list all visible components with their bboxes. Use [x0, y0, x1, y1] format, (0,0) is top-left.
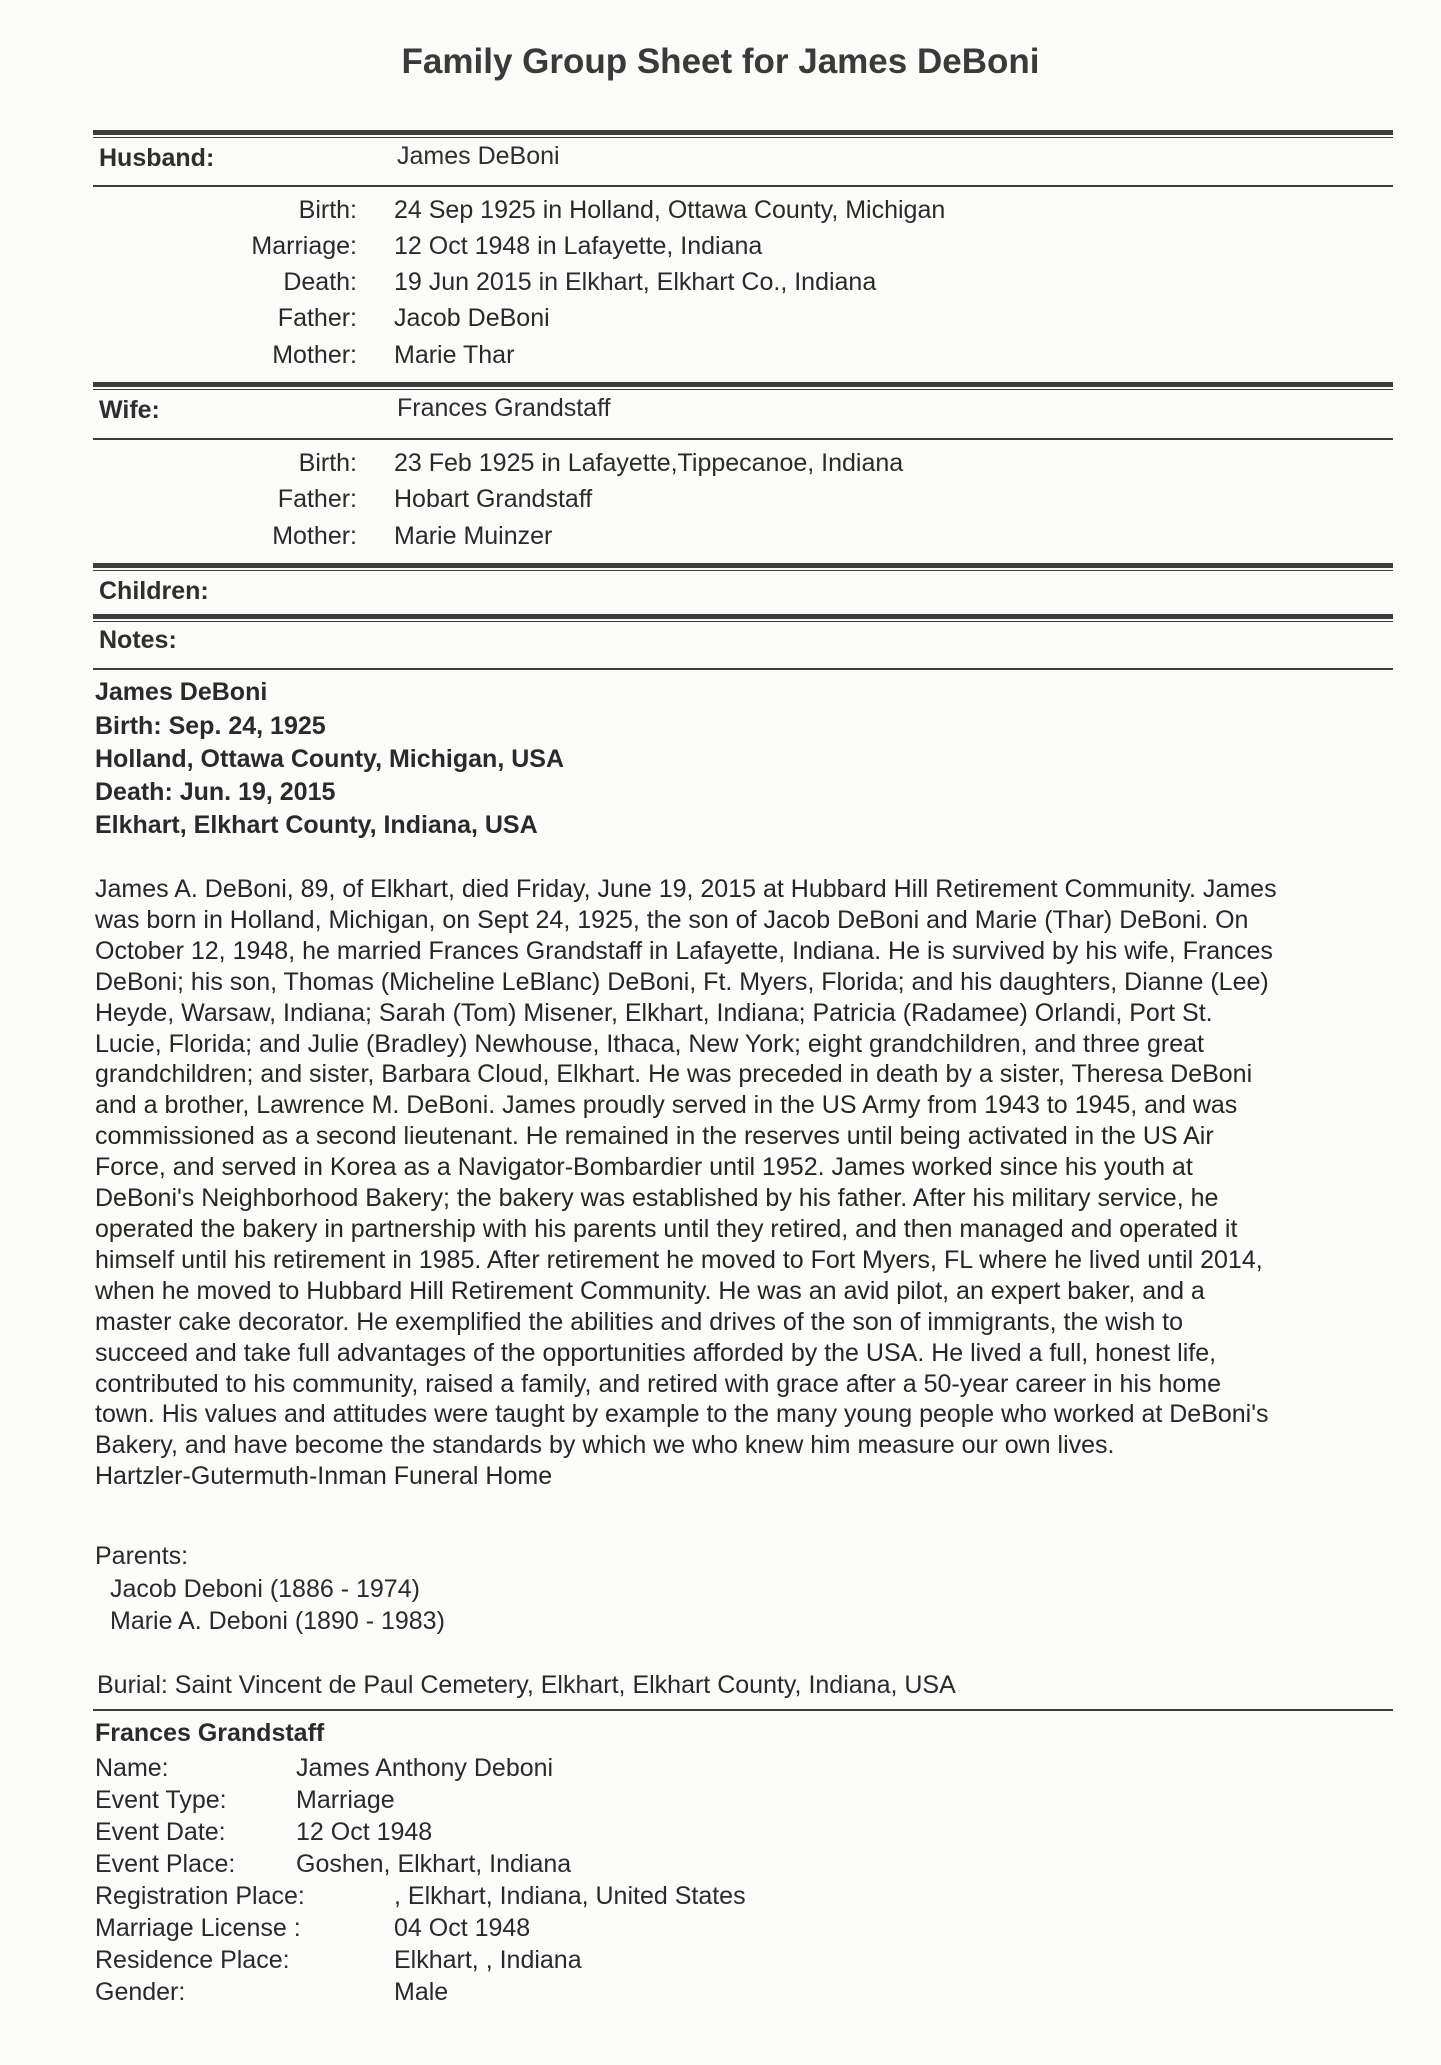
record-field-value: Goshen, Elkhart, Indiana — [296, 1850, 572, 1878]
children-label: Children: — [99, 577, 209, 605]
record-field-label: Marriage License : — [95, 1914, 301, 1942]
record-field-row — [95, 1882, 1395, 1914]
wife-event-row — [0, 522, 1441, 558]
obituary-line: Heyde, Warsaw, Indiana; Sarah (Tom) Misener, Elkhart, Indiana; Patricia (Radamee) Orlandi, Port St. — [95, 998, 1213, 1027]
parents-label: Parents: — [95, 1542, 189, 1570]
event-label: Father: — [277, 485, 357, 513]
burial-line: Burial: Saint Vincent de Paul Cemetery, Elkhart, Elkhart County, Indiana, USA — [97, 1671, 956, 1699]
record-field-label: Event Date: — [95, 1818, 226, 1846]
husband-event-row — [0, 196, 1441, 232]
notes-rule-bottom — [93, 668, 1393, 670]
record-field-label: Event Type: — [95, 1786, 227, 1814]
obituary-line: master cake decorator. He exemplified the abilities and drives of the son of immigrants, the wish to — [95, 1307, 1184, 1336]
event-value: 19 Jun 2015 in Elkhart, Elkhart Co., Indiana — [394, 268, 877, 296]
obituary-line: Bakery, and have become the standards by which we who knew him measure our own lives. — [95, 1431, 1115, 1460]
husband-name: James DeBoni — [397, 142, 560, 170]
obituary-line: Lucie, Florida; and Julie (Bradley) Newhouse, Ithaca, New York; eight grandchildren, and three great — [95, 1029, 1204, 1058]
husband-event-row — [0, 232, 1441, 268]
obituary-line: commissioned as a second lieutenant. He remained in the reserves until being activated in the US Air — [95, 1122, 1214, 1151]
event-value: 12 Oct 1948 in Lafayette, Indiana — [394, 232, 763, 260]
obituary-line: when he moved to Hubbard Hill Retirement Community. He was an avid pilot, an expert baker, and a — [95, 1276, 1205, 1305]
wife-rule-top — [93, 382, 1393, 390]
record-field-row — [95, 1978, 1395, 2010]
notes-birth-place: Holland, Ottawa County, Michigan, USA — [95, 745, 564, 773]
wife-event-row — [0, 449, 1441, 485]
obituary-line: operated the bakery in partnership with his parents until they retired, and then managed and operated it — [95, 1214, 1238, 1243]
wife-rule-bottom — [93, 438, 1393, 440]
obituary-line: Hartzler-Gutermuth-Inman Funeral Home — [95, 1462, 553, 1491]
record-field-value: James Anthony Deboni — [296, 1754, 554, 1782]
obituary-line: succeed and take full advantages of the opportunities afforded by the USA. He lived a full, honest life, — [95, 1338, 1217, 1367]
event-label: Mother: — [272, 341, 357, 369]
record-field-row — [95, 1946, 1395, 1978]
record-field-row — [95, 1754, 1395, 1786]
frances-heading: Frances Grandstaff — [95, 1719, 325, 1747]
obituary-line: October 12, 1948, he married Frances Grandstaff in Lafayette, Indiana. He is survived by his wife, Frances — [95, 936, 1273, 965]
obituary-text — [95, 874, 1405, 1492]
record-field-label: Registration Place: — [95, 1882, 305, 1910]
record-field-row — [95, 1914, 1395, 1946]
event-value: 23 Feb 1925 in Lafayette,Tippecanoe, Indiana — [394, 449, 904, 477]
record-field-row — [95, 1786, 1395, 1818]
obituary-line: grandchildren; and sister, Barbara Cloud, Elkhart. He was preceded in death by a sister, Theresa DeBoni — [95, 1060, 1253, 1089]
husband-rule-bottom — [93, 185, 1393, 187]
husband-rule-top — [93, 130, 1393, 138]
husband-event-row — [0, 341, 1441, 377]
event-label: Marriage: — [251, 232, 357, 260]
record-field-label: Residence Place: — [95, 1946, 290, 1974]
record-field-label: Name: — [95, 1754, 169, 1782]
notes-rule-top — [93, 614, 1393, 622]
husband-event-row — [0, 268, 1441, 304]
wife-label: Wife: — [99, 396, 160, 424]
record-field-value: , Elkhart, Indiana, United States — [394, 1882, 746, 1910]
record-field-value: Elkhart, , Indiana — [394, 1946, 582, 1974]
obituary-line: was born in Holland, Michigan, on Sept 24, 1925, the son of Jacob DeBoni and Marie (Thar) DeBoni. On — [95, 905, 1249, 934]
record-field-label: Event Place: — [95, 1850, 236, 1878]
obituary-line: Force, and served in Korea as a Navigator-Bombardier until 1952. James worked since his youth at — [95, 1153, 1193, 1182]
event-value: 24 Sep 1925 in Holland, Ottawa County, Michigan — [394, 196, 946, 224]
record-field-value: 04 Oct 1948 — [394, 1914, 531, 1942]
parent-entry: Marie A. Deboni (1890 - 1983) — [110, 1607, 445, 1635]
notes-birth-date: Birth: Sep. 24, 1925 — [95, 712, 326, 740]
notes-death-place: Elkhart, Elkhart County, Indiana, USA — [95, 811, 538, 839]
event-value: Hobart Grandstaff — [394, 485, 593, 513]
page-title: Family Group Sheet for James DeBoni — [401, 42, 1040, 81]
event-label: Father: — [277, 304, 357, 332]
notes-label: Notes: — [99, 626, 177, 654]
record-field-row — [95, 1818, 1395, 1850]
event-label: Birth: — [298, 196, 357, 224]
event-label: Mother: — [272, 522, 357, 550]
frances-rule-top — [93, 1709, 1393, 1711]
wife-name: Frances Grandstaff — [397, 394, 611, 422]
obituary-line: contributed to his community, raised a family, and retired with grace after a 50-year career in his home — [95, 1369, 1221, 1398]
event-value: Marie Muinzer — [394, 522, 553, 550]
obituary-line: DeBoni; his son, Thomas (Micheline LeBlanc) DeBoni, Ft. Myers, Florida; and his daughters, Dianne (Lee) — [95, 967, 1269, 996]
notes-heading-name: James DeBoni — [95, 678, 268, 706]
record-field-value: Marriage — [296, 1786, 395, 1814]
event-label: Death: — [283, 268, 357, 296]
obituary-line: and a brother, Lawrence M. DeBoni. James proudly served in the US Army from 1943 to 1945, and was — [95, 1091, 1238, 1120]
event-value: Marie Thar — [394, 341, 515, 369]
record-field-value: Male — [394, 1978, 449, 2006]
obituary-line: James A. DeBoni, 89, of Elkhart, died Friday, June 19, 2015 at Hubbard Hill Retirement Community. James — [95, 875, 1277, 903]
husband-label: Husband: — [99, 144, 215, 172]
record-field-row — [95, 1850, 1395, 1882]
obituary-line: DeBoni's Neighborhood Bakery; the bakery was established by his father. After his military service, he — [95, 1184, 1219, 1213]
parent-entry: Jacob Deboni (1886 - 1974) — [110, 1575, 420, 1603]
notes-death-date: Death: Jun. 19, 2015 — [95, 778, 336, 806]
wife-event-row — [0, 485, 1441, 521]
obituary-line: himself until his retirement in 1985. After retirement he moved to Fort Myers, FL where he lived until 2014, — [95, 1245, 1263, 1274]
children-rule-top — [93, 563, 1393, 571]
event-value: Jacob DeBoni — [394, 304, 550, 332]
husband-event-row — [0, 304, 1441, 340]
record-field-value: 12 Oct 1948 — [296, 1818, 433, 1846]
record-field-label: Gender: — [95, 1978, 186, 2006]
event-label: Birth: — [298, 449, 357, 477]
obituary-line: town. His values and attitudes were taught by example to the many young people who worked at DeBoni's — [95, 1400, 1269, 1429]
